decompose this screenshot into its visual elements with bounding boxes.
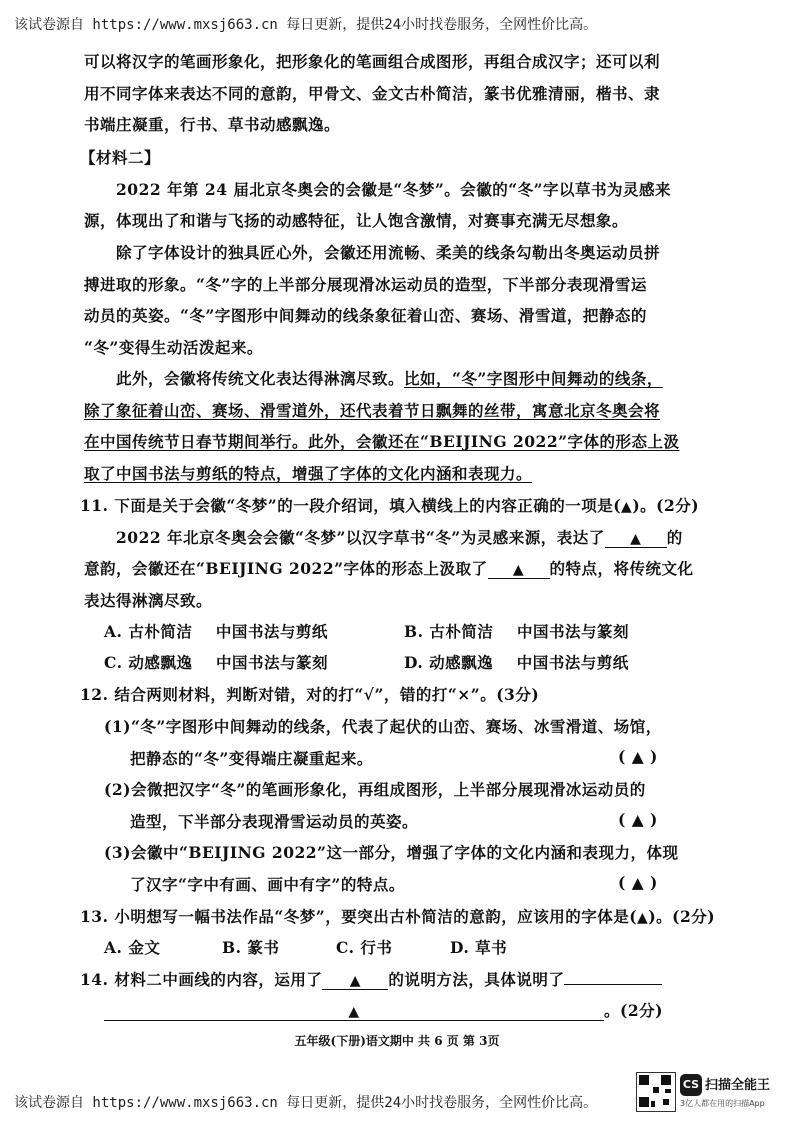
- q11-text-line-1: [116, 526, 683, 548]
- material2-p3-line-1: [116, 367, 663, 389]
- material1-line-2: 用不同字体来表达不同的意韵，甲骨文、金文古朴简洁，篆书优雅清丽，楷书、隶: [84, 84, 661, 103]
- q11-blank-1-mark: ▲: [630, 531, 642, 547]
- q13-stem-text: 13. 小明想写一幅书法作品“冬梦”，要突出古朴简洁的意韵，应该用的字体是(: [80, 907, 638, 926]
- q11-text2a: 意韵，会徽还在“BEIJING 2022”字体的形态上汲取了: [84, 559, 488, 578]
- q11-option-a-value: 中国书法与剪纸: [215, 622, 328, 641]
- page-number-footer: 五年级(下册)语文期中 共 6 页 第 3页: [294, 1034, 500, 1048]
- q11-option-c-value: 中国书法与篆刻: [215, 653, 328, 672]
- material2-title: 【材料二】: [80, 148, 161, 167]
- q14-blank-3[interactable]: [104, 1001, 604, 1021]
- source-footer: 该试卷源自 https://www.mxsj663.cn 每日更新，提供24小时找卷服务，全网性价比高。: [14, 1095, 598, 1111]
- q12-item-2-line-1: (2)会微把汉字“冬”的笔画形象化，再组成图形，上半部分展现滑冰运动员的: [104, 780, 646, 799]
- q11-stem-text: 11. 下面是关于会徽“冬梦”的一段介绍词，填入横线上的内容正确的一项是(: [80, 496, 622, 515]
- material1-line-1: 可以将汉字的笔画形象化，把形象化的笔画组合成图形，再组合成汉字；还可以利: [84, 52, 661, 71]
- q12-item-2-answer[interactable]: ( ▲ ): [618, 810, 658, 829]
- camscanner-logo-icon: CS: [680, 1074, 702, 1096]
- q12-item-1-line-1: (1)“冬”字图形中间舞动的线条，代表了起伏的山峦、赛场、冰雪滑道、场馆，: [104, 717, 662, 736]
- camscanner-name: 扫描全能王: [705, 1078, 771, 1093]
- q14-end: 。(2分): [604, 1001, 663, 1020]
- q13-option-a[interactable]: A. 金文: [104, 938, 161, 957]
- q11-text-line-2: [84, 557, 694, 579]
- material2-p3-line-4: 取了中国书法与剪纸的特点，增强了字体的文化内涵和表现力。: [84, 464, 533, 483]
- material2-p3-plain: 此外，会徽将传统文化表达得淋漓尽致。: [116, 369, 405, 388]
- q11-text1b: 的: [666, 528, 683, 547]
- material1-line-3: 书端庄凝重，行书、草书动感飘逸。: [84, 115, 341, 134]
- q12-item-3-answer[interactable]: ( ▲ ): [618, 873, 658, 892]
- material2-p2-line-4: “冬”变得生动活泼起来。: [84, 338, 263, 357]
- material2-p2-line-1: 除了字体设计的独具匠心外，会徽还用流畅、柔美的线条勾勒出冬奥运动员拼: [116, 243, 661, 262]
- q14-blank-1-mark: ▲: [349, 973, 362, 989]
- q13-option-b[interactable]: B. 篆书: [222, 938, 280, 957]
- q11-text1a: 2022 年北京冬奥会会徽“冬梦”以汉字草书“冬”为灵感来源，表达了: [116, 528, 605, 547]
- q12-item-2-line-2: 造型，下半部分表现滑雪运动员的英姿。: [130, 812, 419, 831]
- material2-p1-line-1: 2022 年第 24 届北京冬奥会的会徽是“冬梦”。会徽的“冬”字以草书为灵感来: [116, 180, 672, 199]
- q11-stem-end: )。(2分): [632, 496, 700, 515]
- material2-p2-line-3: 动员的英姿。“冬”字图形中间舞动的线条象征着山峦、赛场、滑雪道，把静态的: [84, 306, 647, 325]
- q11-option-b[interactable]: [404, 620, 629, 642]
- camscanner-tagline: 3亿人都在用的扫描App: [680, 1099, 765, 1108]
- q12-item-1-answer[interactable]: ( ▲ ): [618, 747, 658, 766]
- q11-option-c-label: C. 动感飘逸: [104, 653, 193, 672]
- q13-option-d[interactable]: D. 草书: [450, 938, 508, 957]
- q11-text-line-3: 表达得淋漓尽致。: [84, 591, 213, 610]
- material2-p3-line-3: 在中国传统节日春节期间举行。此外，会徽还在“BEIJING 2022”字体的形态上汲: [84, 432, 680, 451]
- q14-blank-2[interactable]: [564, 984, 662, 985]
- q11-option-d-value: 中国书法与剪纸: [516, 653, 629, 672]
- q11-option-c[interactable]: [104, 651, 328, 673]
- q11-blank-2-mark: ▲: [512, 562, 525, 578]
- material2-p3-line-2: 除了象征着山峦、赛场、滑雪道外，还代表着节日飘舞的丝带，寓意北京冬奥会将: [84, 401, 661, 420]
- q12-item-1-line-2: 把静态的“冬”变得端庄凝重起来。: [130, 749, 373, 768]
- material2-p3-underlined-start: 比如，“冬”字图形中间舞动的线条，: [404, 369, 663, 388]
- q12-stem: 12. 结合两则材料，判断对错，对的打“√”，错的打“×”。(3分): [80, 685, 540, 704]
- material2-p1-line-2: 源，体现出了和谐与飞扬的动感特征，让人饱含激情，对赛事充满无尽想象。: [84, 211, 629, 230]
- q12-item-3-line-2: 了汉字“字中有画、画中有字”的特点。: [130, 875, 405, 894]
- q11-text2b: 的特点，将传统文化: [549, 559, 694, 578]
- q14-stem: [80, 968, 662, 990]
- source-header: 该试卷源自 https://www.mxsj663.cn 每日更新，提供24小时找卷服务，全网性价比高。: [14, 17, 598, 33]
- q11-answer-mark[interactable]: ▲: [621, 499, 633, 515]
- q13-option-c[interactable]: C. 行书: [336, 938, 393, 957]
- q11-option-d-label: D. 动感飘逸: [404, 653, 494, 672]
- q11-stem: [80, 494, 699, 516]
- q11-option-a[interactable]: [104, 620, 328, 642]
- q13-stem-end: )。(2分): [648, 907, 716, 926]
- q14-stem-b: 的说明方法，具体说明了: [388, 970, 565, 989]
- q11-option-b-label: B. 古朴简洁: [404, 622, 494, 641]
- q13-answer-mark[interactable]: ▲: [637, 910, 649, 926]
- q12-item-3-line-1: (3)会徽中“BEIJING 2022”这一部分，增强了字体的文化内涵和表现力，体现: [104, 843, 679, 862]
- q13-stem: [80, 905, 715, 927]
- q14-blank-3-mark: ▲: [348, 1004, 360, 1020]
- q11-blank-1[interactable]: [605, 528, 667, 548]
- q14-blank-1[interactable]: [322, 970, 388, 990]
- qr-code-icon: [636, 1072, 676, 1112]
- q14-stem-a: 14. 材料二中画线的内容，运用了: [80, 970, 323, 989]
- q11-blank-2[interactable]: [488, 559, 550, 579]
- q14-answer-line: [104, 999, 663, 1021]
- q11-option-a-label: A. 古朴简洁: [104, 622, 193, 641]
- material2-p2-line-2: 搏进取的形象。“冬”字的上半部分展现滑冰运动员的造型，下半部分表现滑雪运: [84, 275, 647, 294]
- q11-option-d[interactable]: [404, 651, 629, 673]
- q11-option-b-value: 中国书法与篆刻: [517, 622, 630, 641]
